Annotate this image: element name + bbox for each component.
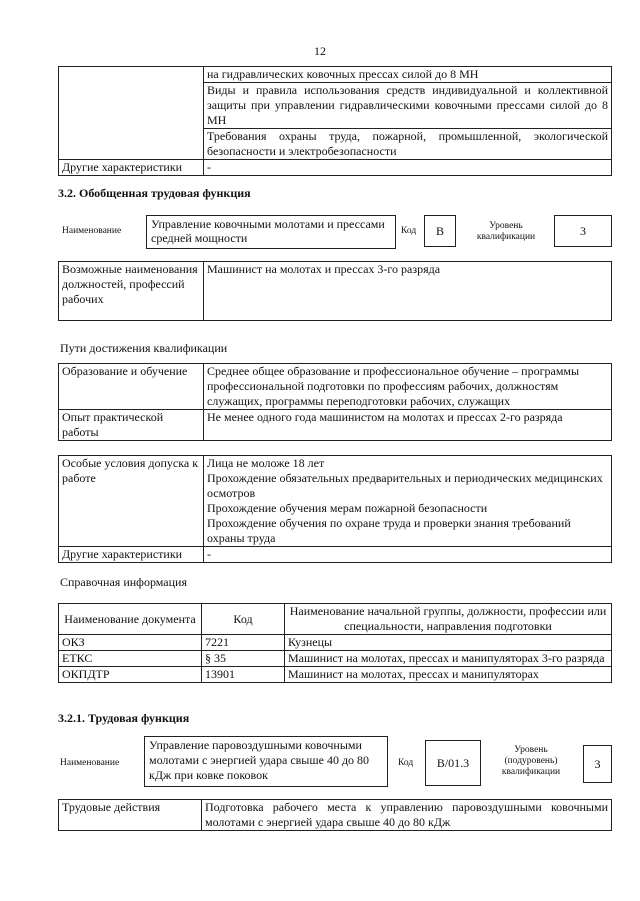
reference-cell: ОКЗ [59,635,202,651]
reference-cell: Машинист на молотах, прессах и манипуляторах 3-го разряда [285,651,612,667]
section-3-2-heading: 3.2. Обобщенная трудовая функция [58,186,251,200]
education-value: Среднее общее образование и профессиональное обучение – программы профессиональной подготовки по профессиям рабочих, должностям служащих, программы переподготовки рабочих, служащих [204,364,612,410]
qualification-level-box: 3 [554,215,612,247]
conditions-table [58,455,612,563]
section-3-2-1-heading: 3.2.1. Трудовая функция [58,711,190,725]
reference-cell: ОКПДТР [59,667,202,683]
actions-label: Трудовые действия [59,800,202,831]
condition-item: Прохождение обучения по охране труда и проверки знания требований охраны труда [207,516,571,545]
function-level-label: Уровень (подуровень) квалификации [501,745,561,777]
table-row [59,635,612,651]
reference-cell: § 35 [202,651,285,667]
top-table-row-1: на гидравлических ковочных прессах силой до 8 МН [204,67,612,83]
actions-value: Подготовка рабочего места к управлению паровоздушными ковочными молотами с энергией удара свыше 40 до 80 кДж [202,800,612,831]
function-name-box: Управление ковочными молотами и прессами средней мощности [146,215,396,249]
code-box: B [424,215,456,247]
other-characteristics-value: - [204,160,612,176]
experience-value: Не менее одного года машинистом на молотах и прессах 2-го разряда [204,410,612,441]
reference-cell: 7221 [202,635,285,651]
positions-table [58,261,612,321]
reference-header-group: Наименование начальной группы, должности, профессии или специальности, направления подготовки [285,604,612,635]
experience-label: Опыт практической работы [59,410,204,441]
conditions-other-label: Другие характеристики [59,547,204,563]
function-name-label: Наименование [60,758,120,768]
reference-cell: ЕТКС [59,651,202,667]
other-characteristics-label: Другие характеристики [59,160,204,176]
conditions-other-value: - [204,547,612,563]
positions-value: Машинист на молотах и прессах 3-го разряда [204,262,612,321]
function-code-label: Код [398,758,414,768]
condition-item: Прохождение обучения мерам пожарной безопасности [207,501,488,515]
page-number: 12 [314,44,326,58]
positions-label: Возможные наименования должностей, профессий рабочих [59,262,204,321]
reference-title: Справочная информация [60,575,187,589]
condition-item: Прохождение обязательных предварительных и периодических медицинских осмотров [207,471,603,500]
function-code-box: B/01.3 [425,740,481,786]
name-label: Наименование [62,226,122,236]
reference-header-document: Наименование документа [59,604,202,635]
function-level-box: 3 [583,745,612,783]
table-row [59,651,612,667]
reference-cell: Машинист на молотах, прессах и манипуляторах [285,667,612,683]
reference-header-code: Код [202,604,285,635]
reference-table [58,603,612,683]
reference-cell: 13901 [202,667,285,683]
top-table-row-3: Требования охраны труда, пожарной, промышленной, экологической безопасности и электробезопасности [204,129,612,160]
condition-item: Лица не моложе 18 лет [207,456,325,470]
education-label: Образование и обучение [59,364,204,410]
actions-table [58,799,612,831]
qualification-level-label: Уровень квалификации [476,221,536,242]
labour-function-name-box: Управление паровоздушными ковочными молотами с энергией удара свыше 40 до 80 кДж при ковке поковок [144,736,388,787]
table-row [59,667,612,683]
top-table-row-2: Виды и правила использования средств индивидуальной и коллективной защиты при управлении гидравлическими ковочными прессами силой до 8 МН [204,83,612,129]
paths-title: Пути достижения квалификации [60,341,228,355]
education-table [58,363,612,441]
empty-label-cell [59,67,204,160]
top-table [58,66,612,176]
conditions-values [204,456,612,547]
code-label: Код [401,226,417,236]
reference-cell: Кузнецы [285,635,612,651]
conditions-label: Особые условия допуска к работе [59,456,204,547]
